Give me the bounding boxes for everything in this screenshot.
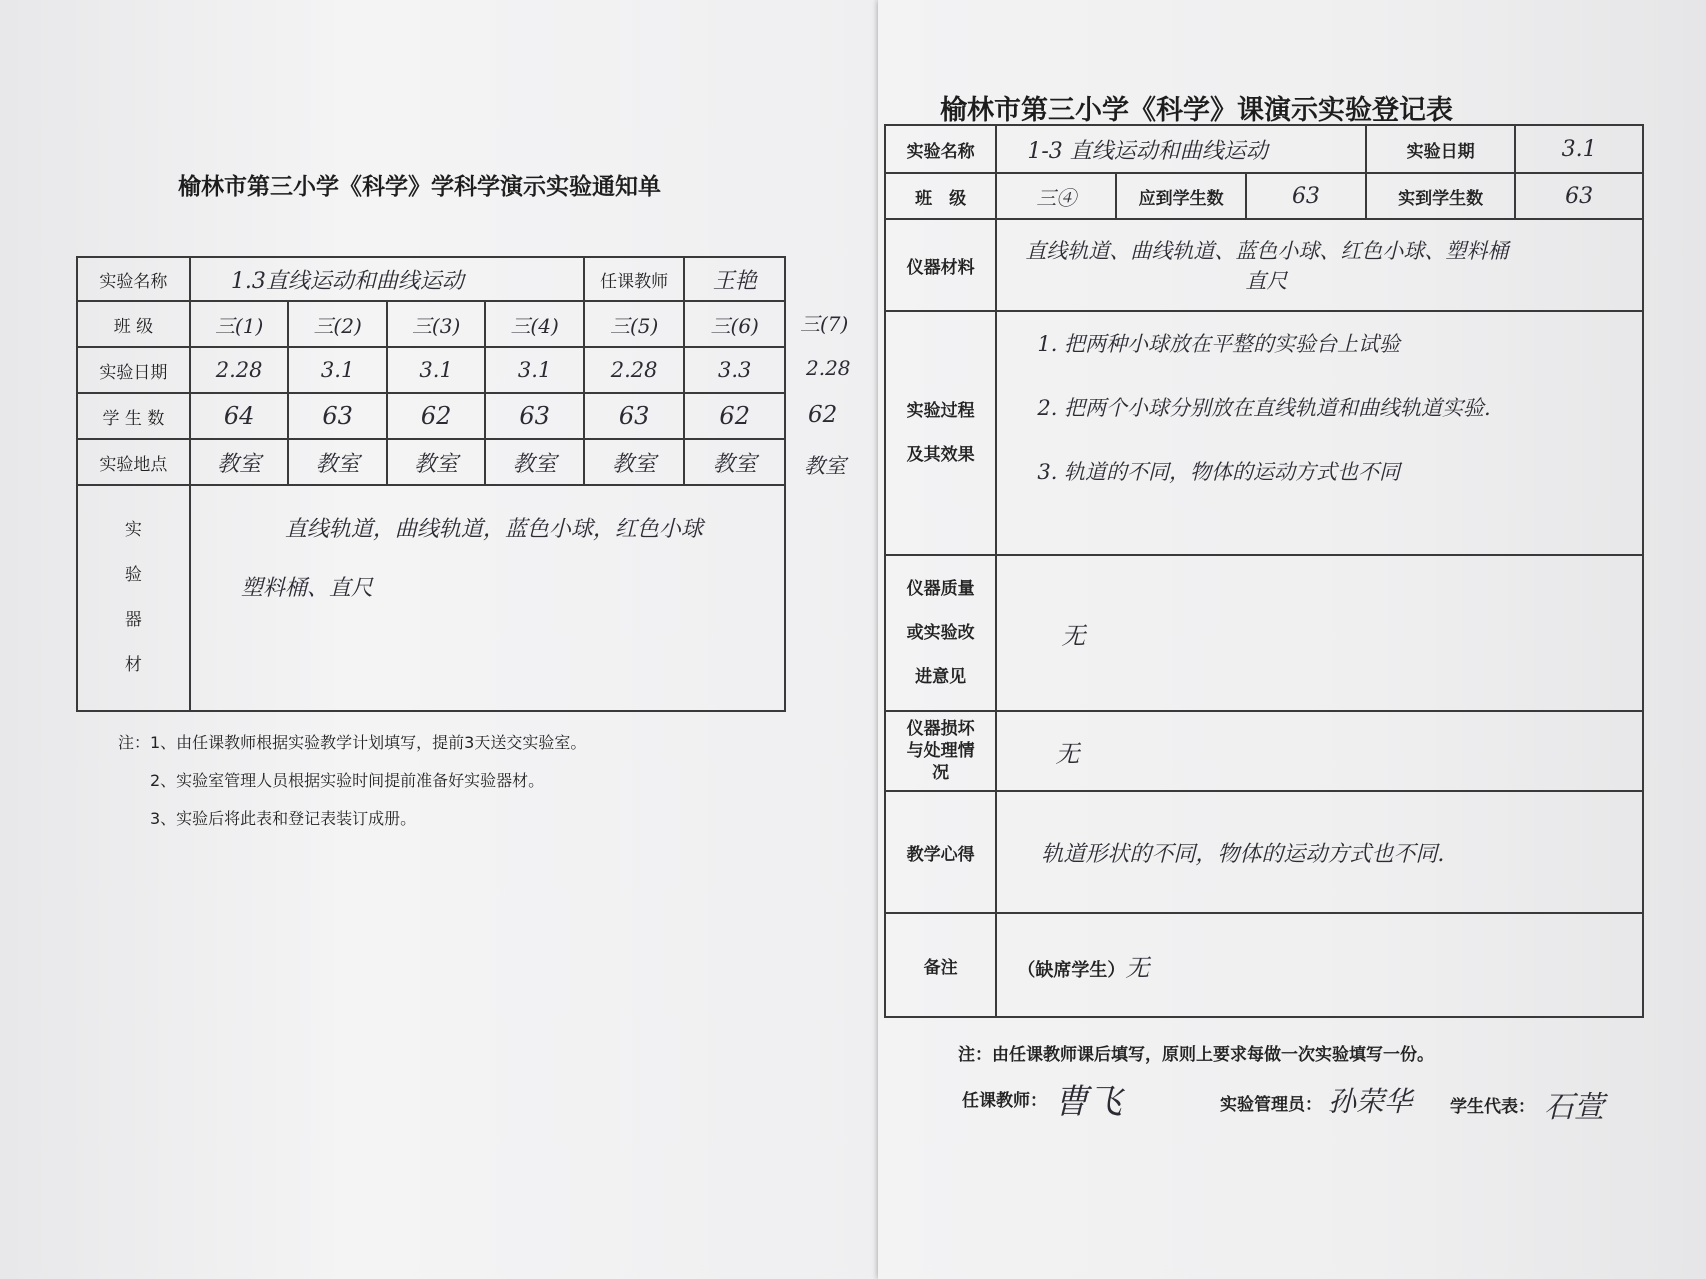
rep-signature: 石萱 xyxy=(1544,1090,1604,1125)
materials-line: 直线轨道、曲线轨道、蓝色小球、红色小球、塑料桶 xyxy=(1025,239,1509,263)
date-cell: 2.28 xyxy=(584,347,685,393)
date-cell: 3.1 xyxy=(288,347,387,393)
absent-value: 无 xyxy=(1125,953,1150,982)
actual-value: 63 xyxy=(1515,173,1643,219)
damage-label-line: 与处理情 xyxy=(906,741,975,761)
location-cell: 教室 xyxy=(584,439,685,485)
equipment-label-char: 验 xyxy=(124,565,142,585)
materials-content xyxy=(996,219,1643,311)
class-cell: 三(3) xyxy=(387,301,486,347)
register-name-label: 实验名称 xyxy=(885,125,996,173)
actual-label: 实到学生数 xyxy=(1366,173,1515,219)
expected-label: 应到学生数 xyxy=(1116,173,1246,219)
damage-value: 无 xyxy=(996,711,1643,791)
register-title: 榆林市第三小学《科学》课演示实验登记表 xyxy=(940,95,1453,126)
notice-table xyxy=(76,256,786,712)
register-class-label: 班 级 xyxy=(885,173,996,219)
date-cell: 2.28 xyxy=(190,347,289,393)
damage-label-line: 况 xyxy=(932,763,950,783)
equipment-content xyxy=(190,485,785,711)
students-cell: 62 xyxy=(684,393,785,439)
extra-date: 2.28 xyxy=(806,356,851,380)
teacher-value: 王艳 xyxy=(684,257,785,301)
process-content xyxy=(996,311,1643,555)
admin-signature-label: 实验管理员： xyxy=(1220,1095,1322,1115)
class-cell: 三(4) xyxy=(485,301,584,347)
quality-label xyxy=(885,555,996,711)
process-step: 3. 轨道的不同，物体的运动方式也不同 xyxy=(1037,460,1401,484)
equipment-label-char: 器 xyxy=(124,610,142,630)
location-cell: 教室 xyxy=(684,439,785,485)
register-date-value: 3.1 xyxy=(1515,125,1643,173)
students-cell: 63 xyxy=(288,393,387,439)
remarks-label: 备注 xyxy=(885,913,996,1017)
quality-label-line: 仪器质量 xyxy=(906,579,975,599)
expected-value: 63 xyxy=(1246,173,1366,219)
process-label-line: 及其效果 xyxy=(906,445,975,465)
register-name-value: 1-3 直线运动和曲线运动 xyxy=(996,125,1366,173)
equipment-label xyxy=(77,485,190,711)
quality-label-line: 或实验改 xyxy=(906,623,975,643)
equipment-line: 直线轨道，曲线轨道，蓝色小球，红色小球 xyxy=(284,517,703,542)
experiment-name-label: 实验名称 xyxy=(77,257,190,301)
date-cell: 3.1 xyxy=(387,347,486,393)
class-cell: 三(6) xyxy=(684,301,785,347)
class-cell: 三(1) xyxy=(190,301,289,347)
equipment-line: 塑料桶、直尺 xyxy=(240,576,373,601)
process-step: 1. 把两种小球放在平整的实验台上试验 xyxy=(1037,332,1401,356)
register-note: 注：由任课教师课后填写，原则上要求每做一次实验填写一份。 xyxy=(958,1045,1434,1065)
admin-signature: 孙荣华 xyxy=(1328,1085,1413,1118)
date-cell: 3.1 xyxy=(485,347,584,393)
class-cell: 三(5) xyxy=(584,301,685,347)
location-cell: 教室 xyxy=(387,439,486,485)
process-label-line: 实验过程 xyxy=(906,401,975,421)
date-cell: 3.3 xyxy=(684,347,785,393)
notice-note: 3、实验后将此表和登记表装订成册。 xyxy=(150,809,417,828)
extra-location: 教室 xyxy=(804,454,846,478)
teacher-label: 任课教师 xyxy=(584,257,685,301)
experiment-name-value: 1.3直线运动和曲线运动 xyxy=(190,257,584,301)
materials-label: 仪器材料 xyxy=(885,219,996,311)
students-row-label: 学 生 数 xyxy=(77,393,190,439)
damage-label-line: 仪器损坏 xyxy=(906,719,975,739)
teacher-signature: 曹飞 xyxy=(1054,1082,1122,1122)
process-step: 2. 把两个小球分别放在直线轨道和曲线轨道实验. xyxy=(1037,396,1491,420)
equipment-label-char: 材 xyxy=(124,655,142,675)
extra-students: 62 xyxy=(808,402,838,428)
date-row-label: 实验日期 xyxy=(77,347,190,393)
notice-note: 2、实验室管理人员根据实验时间提前准备好实验器材。 xyxy=(150,771,545,790)
extra-class: 三(7) xyxy=(800,312,849,336)
location-row-label: 实验地点 xyxy=(77,439,190,485)
register-date-label: 实验日期 xyxy=(1366,125,1515,173)
reflection-value: 轨道形状的不同，物体的运动方式也不同. xyxy=(996,791,1643,913)
location-cell: 教室 xyxy=(288,439,387,485)
quality-value: 无 xyxy=(996,555,1643,711)
register-sheet xyxy=(878,0,1706,1279)
rep-signature-label: 学生代表： xyxy=(1450,1097,1535,1117)
students-cell: 63 xyxy=(584,393,685,439)
remarks-content xyxy=(996,913,1643,1017)
location-cell: 教室 xyxy=(485,439,584,485)
register-class-value: 三④ xyxy=(996,173,1116,219)
notice-title: 榆林市第三小学《科学》学科学演示实验通知单 xyxy=(178,174,661,200)
notice-note: 注：1、由任课教师根据实验教学计划填写，提前3天送交实验室。 xyxy=(118,733,587,752)
absent-label: （缺席学生） xyxy=(1017,959,1126,981)
class-cell: 三(2) xyxy=(288,301,387,347)
quality-label-line: 进意见 xyxy=(915,667,967,687)
students-cell: 63 xyxy=(485,393,584,439)
materials-line: 直尺 xyxy=(1245,269,1288,293)
class-row-label: 班 级 xyxy=(77,301,190,347)
students-cell: 64 xyxy=(190,393,289,439)
location-cell: 教室 xyxy=(190,439,289,485)
teacher-signature-label: 任课教师： xyxy=(962,1091,1047,1111)
process-label xyxy=(885,311,996,555)
students-cell: 62 xyxy=(387,393,486,439)
damage-label xyxy=(885,711,996,791)
equipment-label-char: 实 xyxy=(124,520,142,540)
reflection-label: 教学心得 xyxy=(885,791,996,913)
register-table xyxy=(884,124,1644,1018)
